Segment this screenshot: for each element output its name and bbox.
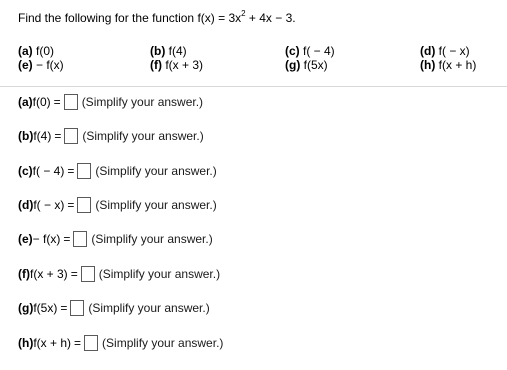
answer-row-g bbox=[18, 299, 210, 317]
answer-row-h bbox=[18, 334, 223, 352]
answer-row-f bbox=[18, 265, 220, 283]
answer-row-c bbox=[18, 162, 217, 180]
part-d-label: (d) bbox=[420, 44, 436, 58]
part-f-expr: f(x + 3) bbox=[162, 58, 204, 72]
answer-row-d bbox=[18, 196, 217, 214]
answer-e-input[interactable] bbox=[73, 231, 87, 247]
answer-a-hint: (Simplify your answer.) bbox=[81, 95, 204, 109]
answer-e-equals: = bbox=[63, 232, 71, 246]
part-a-expr: f(0) bbox=[32, 44, 55, 58]
part-e bbox=[18, 58, 64, 72]
parts-column-2 bbox=[150, 44, 203, 72]
answer-h-equals: = bbox=[74, 336, 82, 350]
part-b-expr: f(4) bbox=[165, 44, 187, 58]
parts-column-4 bbox=[420, 44, 476, 72]
parts-column-1 bbox=[18, 44, 64, 72]
answer-a-expr: f(0) bbox=[32, 95, 51, 109]
answer-g-expr: f(5x) bbox=[33, 301, 58, 315]
part-d bbox=[420, 44, 476, 58]
answer-a-input[interactable] bbox=[64, 94, 78, 110]
part-h-label: (h) bbox=[420, 58, 436, 72]
problem-text-end: + 4x − 3. bbox=[245, 11, 296, 25]
part-g bbox=[285, 58, 335, 72]
part-c-label: (c) bbox=[285, 44, 300, 58]
answer-f-label: (f) bbox=[18, 267, 30, 281]
answer-b-expr: f(4) bbox=[33, 129, 52, 143]
answer-c-hint: (Simplify your answer.) bbox=[95, 164, 217, 178]
answer-g-equals: = bbox=[60, 301, 68, 315]
answer-g-label: (g) bbox=[18, 301, 34, 315]
parts-list bbox=[18, 44, 498, 78]
part-h bbox=[420, 58, 476, 72]
part-c bbox=[285, 44, 335, 58]
part-f bbox=[150, 58, 203, 72]
part-a-label: (a) bbox=[18, 44, 33, 58]
answer-e-hint: (Simplify your answer.) bbox=[91, 232, 213, 246]
answer-e-expr: − f(x) bbox=[32, 232, 61, 246]
part-f-label: (f) bbox=[150, 58, 162, 72]
answer-row-b bbox=[18, 127, 204, 145]
part-e-label: (e) bbox=[18, 58, 33, 72]
answer-d-input[interactable] bbox=[77, 197, 91, 213]
answer-f-hint: (Simplify your answer.) bbox=[98, 267, 221, 281]
answer-b-equals: = bbox=[54, 129, 62, 143]
section-divider bbox=[0, 86, 507, 87]
answer-d-hint: (Simplify your answer.) bbox=[95, 198, 217, 212]
answer-f-expr: f(x + 3) bbox=[30, 267, 68, 281]
answer-c-expr: f( − 4) bbox=[32, 164, 65, 178]
part-h-expr: f(x + h) bbox=[435, 58, 477, 72]
problem-text: Find the following for the function f(x) = 3x bbox=[18, 11, 242, 25]
part-d-expr: f( − x) bbox=[435, 44, 470, 58]
answer-g-input[interactable] bbox=[70, 300, 84, 316]
answer-f-equals: = bbox=[70, 267, 78, 281]
answer-h-expr: f(x + h) bbox=[33, 336, 72, 350]
part-g-label: (g) bbox=[285, 58, 301, 72]
answer-a-equals: = bbox=[53, 95, 61, 109]
answer-b-hint: (Simplify your answer.) bbox=[82, 129, 204, 143]
problem-exponent: 2 bbox=[241, 9, 246, 18]
part-g-expr: f(5x) bbox=[300, 58, 328, 72]
answer-b-input[interactable] bbox=[64, 128, 78, 144]
answer-a-label: (a) bbox=[18, 95, 33, 109]
problem-statement bbox=[18, 10, 296, 26]
answer-c-equals: = bbox=[67, 164, 75, 178]
part-b-label: (b) bbox=[150, 44, 166, 58]
answer-row-e bbox=[18, 230, 213, 248]
answer-g-hint: (Simplify your answer.) bbox=[88, 301, 210, 315]
part-b bbox=[150, 44, 203, 58]
answer-h-label: (h) bbox=[18, 336, 34, 350]
answer-row-a bbox=[18, 93, 203, 111]
answer-d-equals: = bbox=[67, 198, 75, 212]
answer-f-input[interactable] bbox=[81, 266, 95, 282]
answer-e-label: (e) bbox=[18, 232, 33, 246]
parts-column-3 bbox=[285, 44, 335, 72]
answer-h-hint: (Simplify your answer.) bbox=[102, 336, 224, 350]
answer-d-label: (d) bbox=[18, 198, 34, 212]
answer-c-input[interactable] bbox=[77, 163, 91, 179]
answer-d-expr: f( − x) bbox=[33, 198, 65, 212]
answer-c-label: (c) bbox=[18, 164, 33, 178]
part-c-expr: f( − 4) bbox=[299, 44, 335, 58]
answer-h-input[interactable] bbox=[84, 335, 98, 351]
part-a bbox=[18, 44, 64, 58]
answer-b-label: (b) bbox=[18, 129, 34, 143]
part-e-expr: − f(x) bbox=[32, 58, 64, 72]
